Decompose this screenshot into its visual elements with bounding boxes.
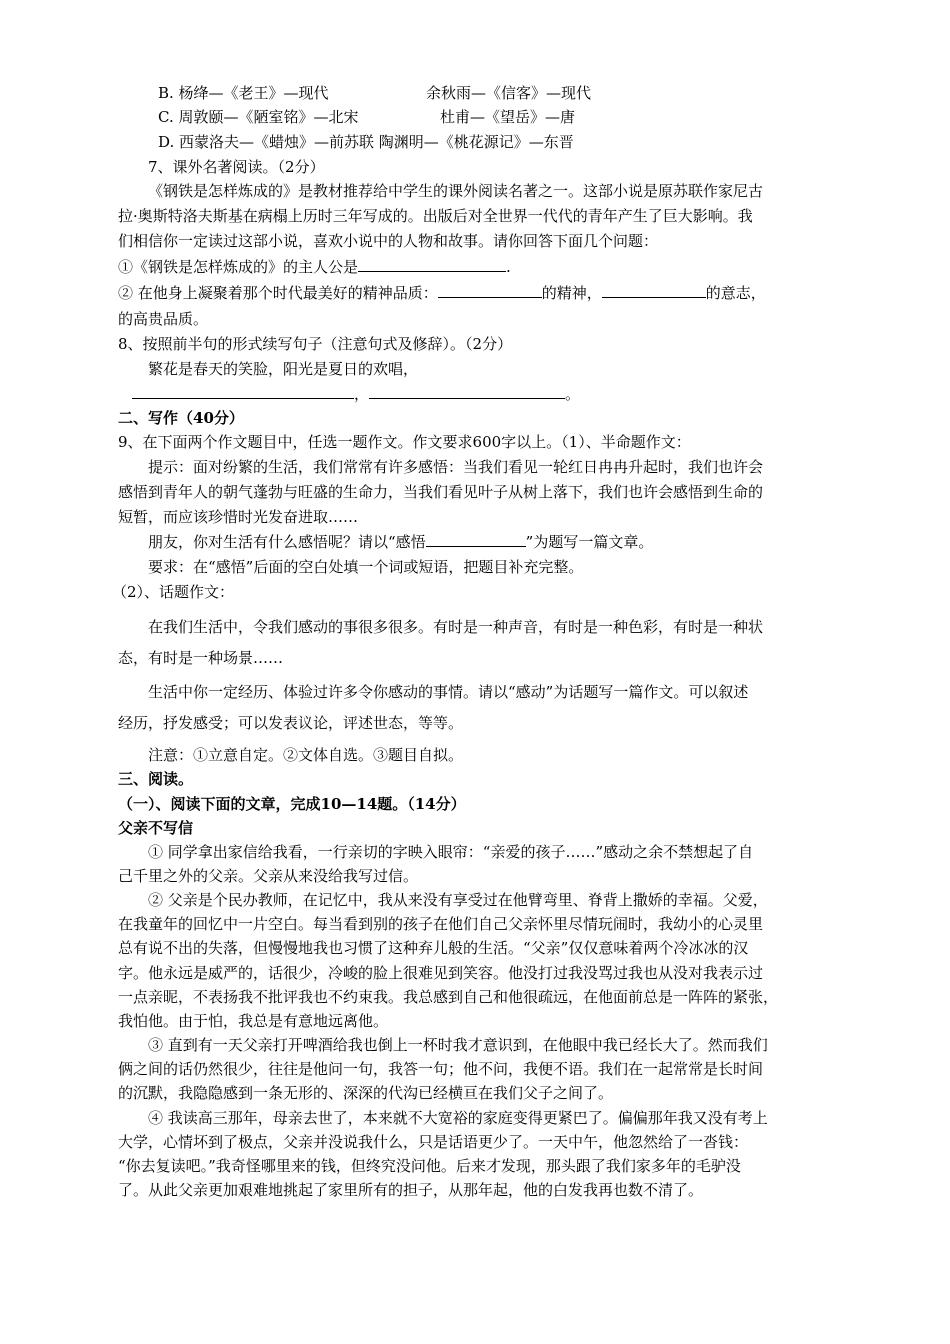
q8-period: 。 [565, 385, 581, 403]
q6-option-b-left: B. 杨绛—《老王》—现代 [158, 84, 329, 102]
q9-topic-2-label: （2）、话题作文： [112, 583, 235, 601]
para-2-line-4: 字。他永远是威严的，话很少，冷峻的脸上很难见到笑容。他没打过我没骂过我也从没对我表示过 [118, 964, 764, 982]
para-4-line-1: ④ 我读高三那年，母亲去世了，本来就不大宽裕的家庭变得更紧巴了。偏偏那年我又没有考上 [148, 1109, 768, 1127]
para-1-line-1: ① 同学拿出家信给我看，一行亲切的字映入眼帘：“亲爱的孩子……”感动之余不禁想起了自 [148, 843, 754, 861]
q9-title-blank[interactable] [426, 532, 526, 547]
q8-blank-1[interactable] [132, 384, 354, 399]
q7-title: 7、课外名著阅读。（2分） [148, 158, 325, 176]
para-2-line-3: 总有说不出的失落，但慢慢地我也习惯了这种弃儿般的生活。“父亲”仅仅意味着两个冷冰冰的汉 [118, 939, 749, 957]
para-3-line-2: 俩之间的话仍然很少，往往是他问一句，我答一句；他不问，我便不语。我们在一起常常是长时间 [118, 1060, 764, 1078]
q8-blank-2[interactable] [369, 384, 565, 399]
section-3-heading: 三、阅读。 [118, 770, 194, 788]
q9-instructions: 9、在下面两个作文题目中，任选一题作文。作文要求600字以上。（1）、半命题作文： [118, 433, 691, 451]
q9-note: 注意：①立意自定。②文体自选。③题目自拟。 [148, 746, 464, 764]
q7-sub2-mid: 的精神， [541, 284, 602, 302]
para-2-line-5: 一点亲昵，不表扬我不批评我也不约束我。我总感到自己和他很疏远，在他面前总是一阵阵的紧张， [118, 988, 779, 1006]
q7-spirit-blank[interactable] [438, 283, 542, 298]
q9-friend-pre: 朋友，你对生活有什么感悟呢？请以“感悟 [148, 533, 426, 551]
q9-friend-line [148, 532, 653, 552]
q9-topic-2-line-2: 态，有时是一种场景…… [118, 649, 284, 667]
q6-option-b-right: 余秋雨—《信客》—现代 [426, 84, 592, 102]
para-4-line-3: “你去复读吧。”我奇怪哪里来的钱，但终究没问他。后来才发现，那头跟了我们家多年的毛驴没 [118, 1157, 741, 1175]
q9-topic-2-line-3: 生活中你一定经历、体验过许多令你感动的事情。请以“感动”为话题写一篇作文。可以叙述 [148, 683, 749, 701]
section-2-heading: 二、写作（40分） [118, 409, 244, 427]
para-3-line-1: ③ 直到有一天父亲打开啤酒给我也倒上一杯时我才意识到，在他眼中我已经长大了。然而我们 [148, 1036, 768, 1054]
q8-comma: ， [354, 385, 370, 403]
q9-hint-line-1: 提示：面对纷繁的生活，我们常常有许多感悟：当我们看见一轮红日冉冉升起时，我们也许会 [148, 458, 764, 476]
para-2-line-6: 我怕他。由于怕，我总是有意地远离他。 [118, 1012, 389, 1030]
para-2-line-2: 在我童年的回忆中一片空白。每当看到别的孩子在他们自己父亲怀里尽情玩闹时，我幼小的心灵里 [118, 915, 764, 933]
q7-sub1-text: ①《钢铁是怎样炼成的》的主人公是 [118, 258, 359, 276]
q8-sentence: 繁花是春天的笑脸，阳光是夏日的欢唱， [148, 360, 419, 378]
para-3-line-3: 的沉默，我隐隐感到一条无形的、深深的代沟已经横亘在我们父子之间了。 [118, 1084, 614, 1102]
article-title: 父亲不写信 [118, 819, 194, 837]
q6-option-c-left: C. 周敦颐—《陋室铭》—北宋 [158, 108, 359, 126]
q7-sub2 [118, 283, 766, 303]
q7-will-blank[interactable] [602, 283, 706, 298]
q7-protagonist-blank[interactable] [358, 257, 506, 272]
q9-requirement: 要求：在“感悟”后面的空白处填一个词或短语，把题目补充完整。 [148, 558, 584, 576]
q7-intro-line-2: 拉·奥斯特洛夫斯基在病榻上历时三年写成的。出版后对全世界一代代的青年产生了巨大影响。我 [118, 207, 753, 225]
q6-option-d: D. 西蒙洛夫—《蜡烛》—前苏联 陶渊明—《桃花源记》—东晋 [158, 133, 574, 151]
q9-topic-2-line-4: 经历，抒发感受；可以发表议论，评述世态，等等。 [118, 714, 464, 732]
para-1-line-2: 己千里之外的父亲。父亲从来没给我写过信。 [118, 867, 419, 885]
q7-sub2-post: 的意志， [705, 284, 766, 302]
q7-sub1 [118, 257, 511, 277]
q9-friend-post: ”为题写一篇文章。 [525, 533, 654, 551]
q9-topic-2-line-1: 在我们生活中，令我们感动的事很多很多。有时是一种声音，有时是一种色彩，有时是一种状 [148, 618, 764, 636]
q7-sub2-text: ② 在他身上凝聚着那个时代最美好的精神品质： [118, 284, 438, 302]
reading-part-1-heading: （一）、阅读下面的文章，完成10—14题。（14分） [118, 795, 466, 813]
para-2-line-1: ② 父亲是个民办教师，在记忆中，我从来没有享受过在他臂弯里、脊背上撒娇的幸福。父爱， [148, 891, 768, 909]
q7-intro-line-3: 们相信你一定读过这部小说，喜欢小说中的人物和故事。请你回答下面几个问题： [118, 232, 659, 250]
q8-answer-line [118, 384, 580, 404]
q7-intro-line-1: 《钢铁是怎样炼成的》是教材推荐给中学生的课外阅读名著之一。这部小说是原苏联作家尼古 [148, 182, 764, 200]
q7-sub2-tail: 的高贵品质。 [118, 310, 209, 328]
q8-title: 8、按照前半句的形式续写句子（注意句式及修辞）。（2分） [118, 335, 513, 353]
para-4-line-4: 了。从此父亲更加艰难地挑起了家里所有的担子，从那年起，他的白发我再也数不清了。 [118, 1181, 704, 1199]
q9-hint-line-2: 感悟到青年人的朝气蓬勃与旺盛的生命力，当我们看见叶子从树上落下，我们也许会感悟到生命的 [118, 483, 764, 501]
para-4-line-2: 大学，心情坏到了极点，父亲并没说我什么，只是话语更少了。一天中午，他忽然给了一沓钱： [118, 1133, 749, 1151]
q9-hint-line-3: 短暂，而应该珍惜时光发奋进取…… [118, 508, 359, 526]
q6-option-c-right: 杜甫—《望岳》—唐 [440, 108, 576, 126]
q7-sub1-end: . [506, 258, 511, 276]
